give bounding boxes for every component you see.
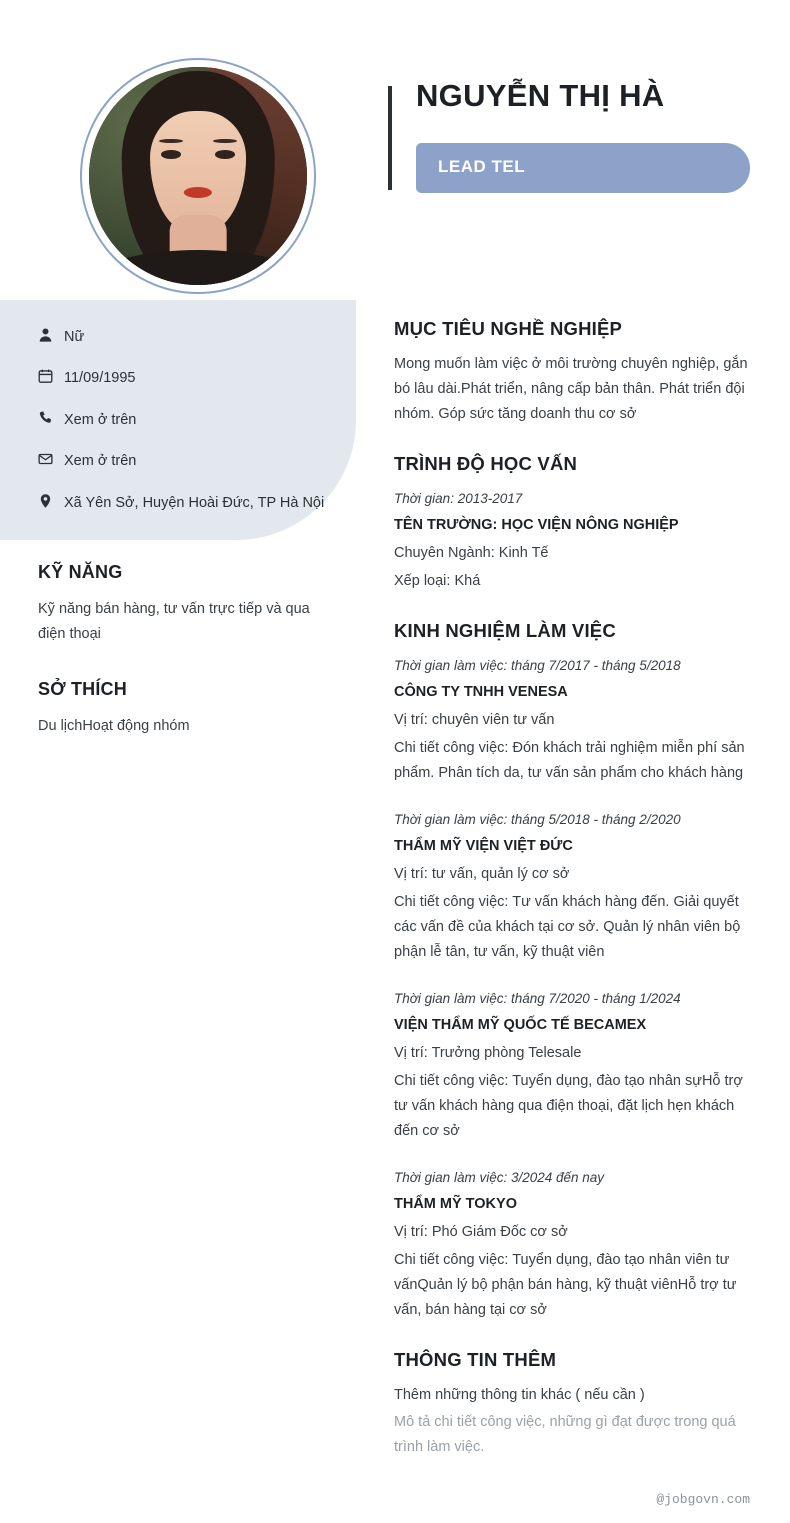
experience-time: Thời gian làm việc: 3/2024 đến nay (394, 1169, 605, 1185)
experience-details: Chi tiết công việc: Tư vấn khách hàng đến. Giải quyết các vấn đề của khách tại cơ sở. Quản lý nhân viên bộ phận lễ tân, tư vấn, kỹ thuật viên (394, 893, 741, 960)
contact-item-address (38, 492, 326, 514)
experience-position: Vị trí: tư vấn, quản lý cơ sở (394, 865, 570, 882)
additional-section (394, 1349, 750, 1461)
education-heading: TRÌNH ĐỘ HỌC VẤN (394, 452, 578, 474)
contact-value: Xem ở trên (64, 453, 137, 470)
phone-icon (38, 409, 64, 426)
contact-item-birthdate (38, 367, 326, 389)
experience-position: Vị trí: Phó Giám Đốc cơ sở (394, 1223, 568, 1240)
experience-details: Chi tiết công việc: Tuyển dụng, đào tạo nhân sựHỗ trợ tư vấn khách hàng qua điện thoại, đặt lịch hẹn khách đến cơ sở (394, 1072, 743, 1139)
objective-text: Mong muốn làm việc ở môi trường chuyên nghiệp, gắn bó lâu dài.Phát triển, nâng cấp bản thân. Phát triển đội nhóm. Góp sức tăng doanh thu cơ sở (394, 356, 748, 422)
experience-position: Vị trí: chuyên viên tư vấn (394, 712, 555, 728)
watermark: @jobgovn.com (656, 1492, 750, 1508)
education-time: Thời gian: 2013-2017 (394, 490, 523, 506)
additional-heading: THÔNG TIN THÊM (394, 1348, 557, 1370)
location-icon (38, 492, 64, 509)
skills-heading: KỸ NĂNG (38, 562, 123, 583)
skills-text: Kỹ năng bán hàng, tư vấn trực tiếp và qua điện thoại (38, 601, 310, 643)
experience-item (394, 1166, 750, 1323)
experience-company: THẨM MỸ TOKYO (394, 1195, 517, 1212)
avatar (80, 58, 316, 294)
experience-section (394, 620, 750, 1323)
experience-heading: KINH NGHIỆM LÀM VIỆC (394, 619, 616, 641)
contact-value: Nữ (64, 329, 85, 345)
avatar-image (89, 67, 307, 285)
objective-section (394, 318, 750, 427)
experience-company: VIỆN THẨM MỸ QUỐC TẾ BECAMEX (394, 1016, 647, 1033)
experience-details: Chi tiết công việc: Tuyển dụng, đào tạo nhân viên tư vấnQuản lý bộ phận bán hàng, kỹ thuật viênHỗ trợ tư vấn, bán hàng tại cơ sở (394, 1251, 737, 1318)
main-content (356, 300, 790, 1482)
experience-details: Chi tiết công việc: Đón khách trải nghiệm miễn phí sản phẩm. Phân tích da, tư vấn sản phẩm cho khách hàng (394, 739, 745, 781)
education-section (394, 453, 750, 594)
contact-value: 11/09/1995 (64, 370, 136, 387)
name-block (388, 78, 750, 114)
contact-value: Xem ở trên (64, 411, 137, 428)
experience-item (394, 808, 750, 965)
sidebar (0, 300, 356, 779)
additional-line-1: Thêm những thông tin khác ( nếu cần ) (394, 1386, 645, 1403)
job-title-label: LEAD TEL (438, 157, 526, 176)
mail-icon (38, 450, 64, 467)
education-grade: Xếp loại: Khá (394, 572, 481, 589)
experience-time: Thời gian làm việc: tháng 5/2018 - tháng 2/2020 (394, 811, 681, 827)
experience-company: THẨM MỸ VIỆN VIỆT ĐỨC (394, 838, 573, 855)
calendar-icon (38, 367, 64, 384)
experience-time: Thời gian làm việc: tháng 7/2017 - tháng 5/2018 (394, 657, 681, 673)
name-divider (388, 86, 392, 190)
sidebar-sections (0, 540, 356, 739)
education-school: TÊN TRƯỜNG: HỌC VIỆN NÔNG NGHIỆP (394, 517, 679, 534)
contact-item-email (38, 450, 326, 472)
additional-line-2: Mô tả chi tiết công việc, những gì đạt được trong quá trình làm việc. (394, 1414, 736, 1456)
experience-time: Thời gian làm việc: tháng 7/2020 - tháng 1/2024 (394, 990, 681, 1006)
contact-item-gender (38, 326, 326, 348)
experience-item (394, 987, 750, 1144)
contact-panel (0, 300, 356, 540)
experience-position: Vị trí: Trưởng phòng Telesale (394, 1044, 582, 1061)
photo-eye-right (215, 150, 235, 159)
experience-item (394, 654, 750, 786)
education-major: Chuyên Ngành: Kinh Tế (394, 544, 549, 561)
photo-eye-left (161, 150, 181, 159)
experience-company: CÔNG TY TNHH VENESA (394, 684, 568, 701)
cv-body (0, 300, 790, 1482)
candidate-name: NGUYỄN THỊ HÀ (416, 78, 665, 113)
contact-item-phone (38, 409, 326, 431)
photo-lips (184, 187, 212, 198)
objective-heading: MỤC TIÊU NGHỀ NGHIỆP (394, 318, 623, 339)
hobbies-heading: SỞ THÍCH (38, 679, 127, 700)
person-icon (38, 326, 64, 343)
job-title-banner (416, 143, 750, 193)
hobbies-text: Du lịchHoạt động nhóm (38, 718, 190, 735)
cv-header (0, 0, 790, 300)
contact-value: Xã Yên Sở, Huyện Hoài Đức, TP Hà Nội (64, 494, 325, 511)
